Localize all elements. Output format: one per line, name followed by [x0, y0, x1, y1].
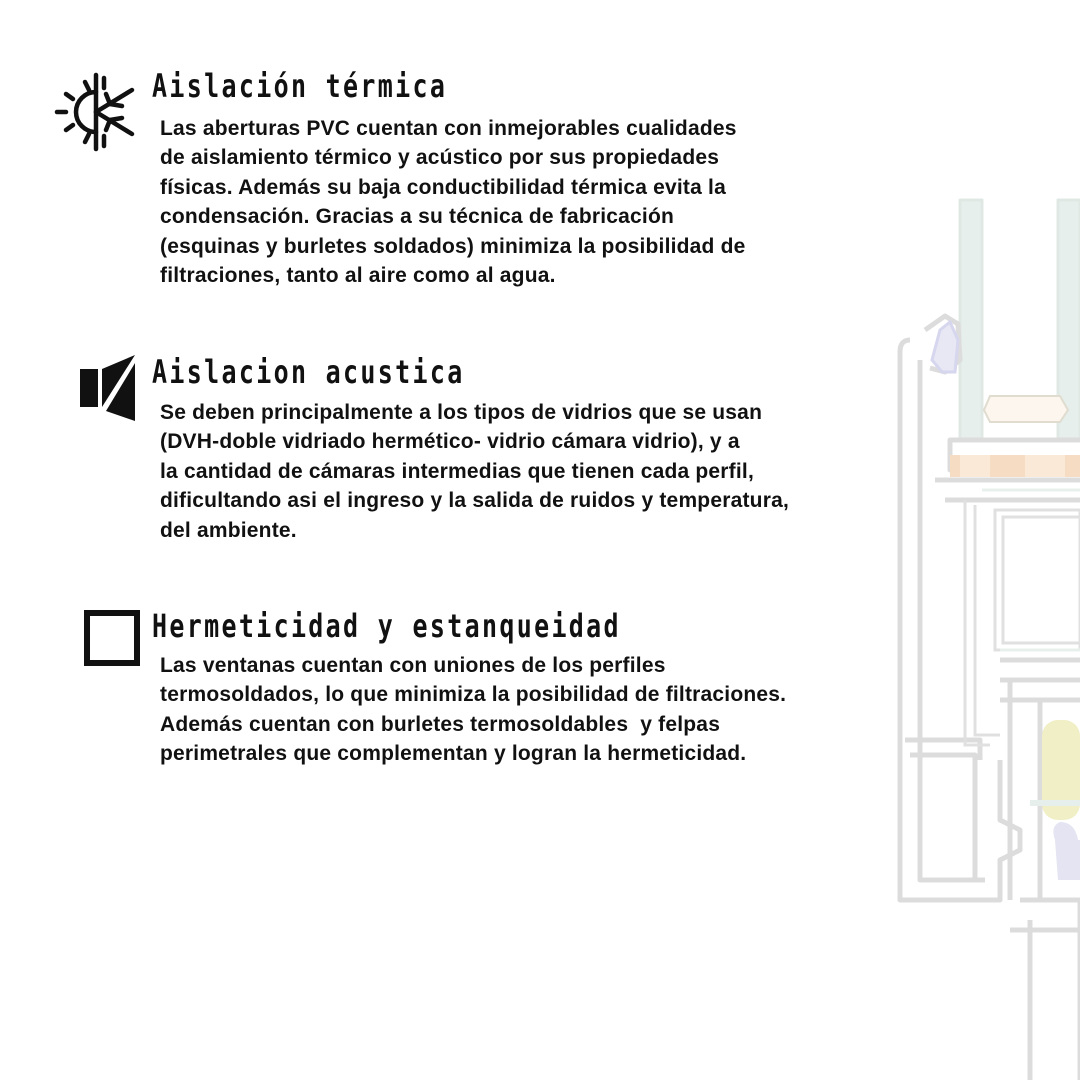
- body-line: (DVH-doble vidriado hermético- vidrio cámara vidrio), y a: [160, 430, 740, 454]
- body-line: dificultando asi el ingreso y la salida de ruidos y temperatura,: [160, 489, 789, 513]
- body-line: Las ventanas cuentan con uniones de los perfiles: [160, 654, 666, 677]
- body-line: Las aberturas PVC cuentan con inmejorables cualidades: [160, 117, 737, 140]
- section-title: Hermeticidad y estanqueidad: [152, 607, 621, 645]
- body-line: Se deben principalmente a los tipos de vidrios que se usan: [160, 401, 763, 424]
- section-body: [160, 651, 786, 769]
- body-line: termosoldados, lo que minimiza la posibilidad de filtraciones.: [160, 683, 787, 707]
- section-body: [160, 398, 789, 545]
- body-line: de aislamiento térmico y acústico por sus propiedades: [160, 146, 720, 170]
- body-line: físicas. Además su baja conductibilidad térmica evita la: [160, 175, 726, 199]
- body-line: la cantidad de cámaras intermedias que tienen cada perfil,: [160, 459, 754, 483]
- body-line: Además cuentan con burletes termosoldables y felpas: [160, 712, 721, 736]
- speaker-icon: [80, 355, 136, 421]
- square-outline-icon: [84, 610, 140, 666]
- body-line: filtraciones, tanto al aire como al agua.: [160, 264, 556, 288]
- section-body: [160, 114, 746, 290]
- body-line: (esquinas y burletes soldados) minimiza la posibilidad de: [160, 234, 746, 258]
- section-title: Aislacion acustica: [152, 353, 465, 391]
- body-line: perimetrales que complementan y logran la hermeticidad.: [160, 742, 747, 766]
- body-line: del ambiente.: [160, 518, 297, 542]
- sun-snowflake-icon: [52, 70, 138, 154]
- body-line: condensación. Gracias a su técnica de fabricación: [160, 205, 674, 229]
- section-title: Aislación térmica: [152, 67, 448, 105]
